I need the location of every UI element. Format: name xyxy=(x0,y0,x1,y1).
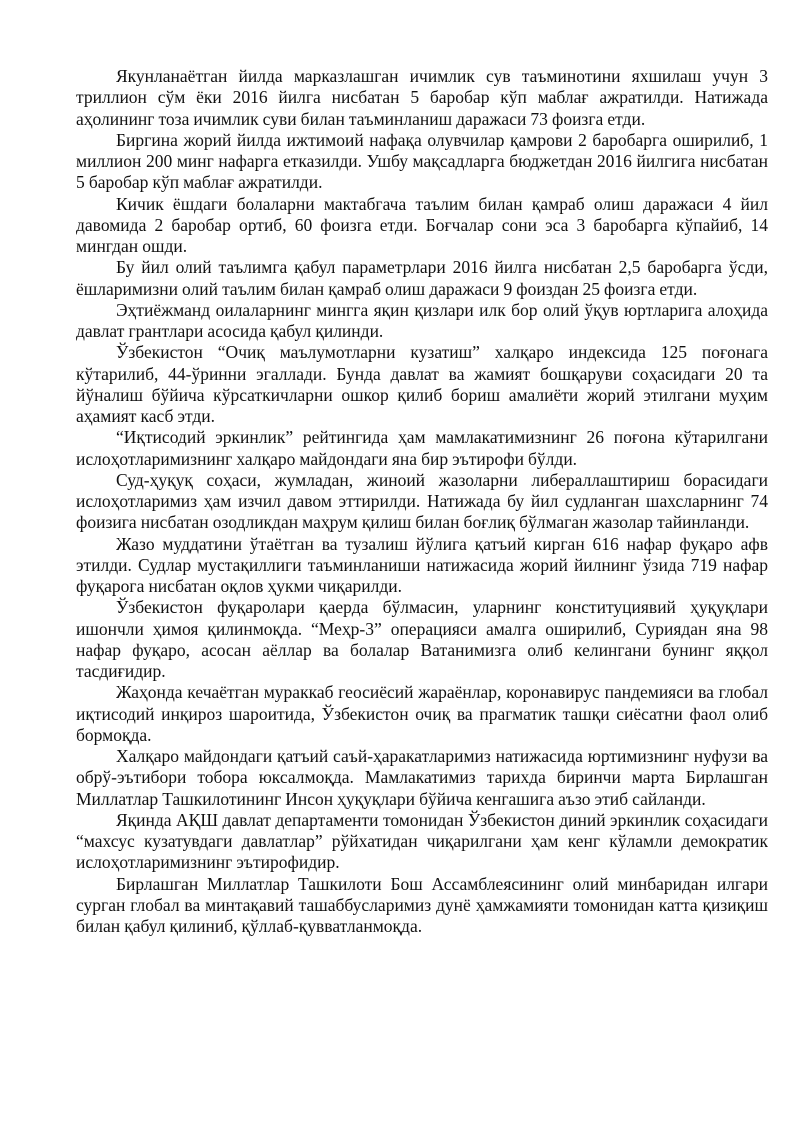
paragraph-social-allowance: Биргина жорий йилда ижтимоий нафақа олувчилар қамрови 2 баробарга оширилиб, 1 миллион 200 минг нафарга етказилди. Ушбу мақсадларга бюджетдан 2016 йилгига нисбатан 5 баробар кўп маблағ ажратилди. xyxy=(76,129,768,193)
paragraph-foreign-policy: Жаҳонда кечаётган мураккаб геосиёсий жараёнлар, коронавирус пандемияси ва глобал иқтисодий инқироз шароитида, Ўзбекистон очиқ ва прагматик ташқи сиёсатни фаол олиб бормоқда. xyxy=(76,682,768,745)
paragraph-economic-freedom: “Иқтисодий эркинлик” рейтингида ҳам мамлакатимизнинг 26 поғона кўтарилгани ислоҳотларимизнинг халқаро майдондаги яна бир эътирофи бўлди. xyxy=(76,427,768,469)
paragraph-higher-education: Бу йил олий таълимга қабул параметрлари 2016 йилга нисбатан 2,5 баробарга ўсди, ёшларимизни олий таълим билан қамраб олиш даражаси 9 фоиздан 25 фоизга етди. xyxy=(76,257,768,299)
paragraph-judicial-reform: Суд-ҳуқуқ соҳаси, жумладан, жиноий жазоларни либераллаштириш борасидаги ислоҳотларимиз ҳам изчил давом эттирилди. Натижада бу йил судланган шахсларнинг 74 фоизига нисбатан озодликдан маҳрум қилиш билан боғлиқ бўлмаган жазолар тайинланди. xyxy=(76,469,768,533)
document-body xyxy=(76,66,768,937)
paragraph-pardon: Жазо муддатини ўтаётган ва тузалиш йўлига қатъий кирган 616 нафар фуқаро афв этилди. Судлар мустақиллиги таъминланиши натижасида жорий йилнинг ўзида 719 нафар фуқарога нисбатан оқлов ҳукми чиқарилди. xyxy=(76,533,768,596)
paragraph-water-supply: Якунланаётган йилда марказлашган ичимлик сув таъминотини яхшилаш учун 3 триллион сўм ёки 2016 йилга нисбатан 5 баробар кўп маблағ ажратилди. Натижада аҳолининг тоза ичимлик суви билан таъминланиш даражаси 73 фоизга етди. xyxy=(76,66,768,129)
paragraph-religious-freedom: Яқинда АҚШ давлат департаменти томонидан Ўзбекистон диний эркинлик соҳасидаги “махсус кузатувдаги давлатлар” рўйхатидан чиқарилгани ҳам кенг кўламли демократик ислоҳотларимизнинг эътирофидир. xyxy=(76,809,768,873)
paragraph-international-reputation: Халқаро майдондаги қатъий саъй-ҳаракатларимиз натижасида юртимизнинг нуфузи ва обрў-эътибори тобора юксалмоқда. Мамлакатимиз тарихда биринчи марта Бирлашган Миллатлар Ташкилотининг Инсон ҳуқуқлари бўйича кенгашига аъзо этиб сайланди. xyxy=(76,746,768,809)
paragraph-preschool: Кичик ёшдаги болаларни мактабгача таълим билан қамраб олиш даражаси 4 йил давомида 2 баробар ортиб, 60 фоизга етди. Боғчалар сони эса 3 баробарга кўпайиб, 14 мингдан ошди. xyxy=(76,193,768,256)
paragraph-un-initiatives: Бирлашган Миллатлар Ташкилоти Бош Ассамблеясининг олий минбаридан илгари сурган глобал ва минтақавий ташаббусларимиз дунё ҳамжамияти томонидан катта қизиқиш билан қабул қилиниб, қўллаб-қувватланмоқда. xyxy=(76,873,768,936)
paragraph-citizens-rights: Ўзбекистон фуқаролари қаерда бўлмасин, уларнинг конституциявий ҳуқуқлари ишончли ҳимоя қилинмоқда. “Меҳр-3” операцияси амалга оширилиб, Суриядан яна 98 нафар фуқаро, асосан аёллар ва болалар Ватанимизга олиб келингани бунинг яққол тасдиғидир. xyxy=(76,597,768,681)
paragraph-open-data-index: Ўзбекистон “Очиқ маълумотларни кузатиш” халқаро индексида 125 поғонага кўтарилиб, 44-ўринни эгаллади. Бунда давлат ва жамият бошқаруви соҳасидаги 20 та йўналиш бўйича кўрсаткичларни ошкор қилиб бориш амалиёти жорий этилгани муҳим аҳамият касб этди. xyxy=(76,342,768,426)
paragraph-grants: Эҳтиёжманд оилаларнинг мингга яқин қизлари илк бор олий ўқув юртларига алоҳида давлат грантлари асосида қабул қилинди. xyxy=(76,299,768,341)
